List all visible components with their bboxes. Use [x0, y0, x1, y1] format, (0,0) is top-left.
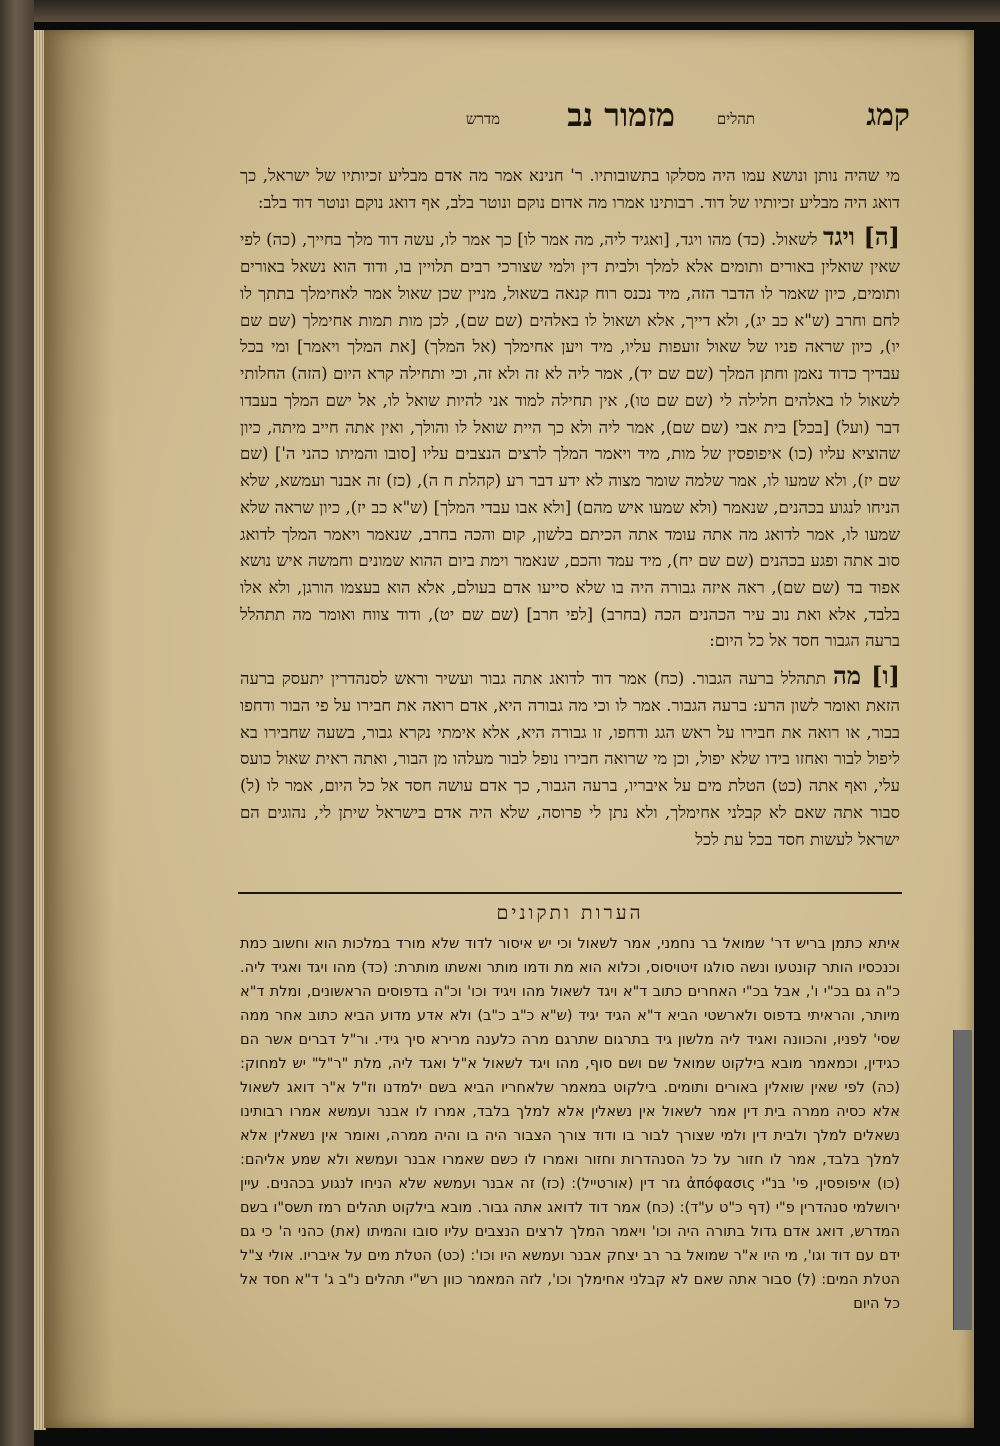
paragraph-lead: [ו] מה — [832, 661, 900, 691]
header-midrash: מדרש — [465, 110, 500, 128]
header-tehillim: תהלים — [716, 110, 755, 128]
notes-title: הערות ותקונים — [496, 902, 644, 924]
running-header — [230, 96, 910, 144]
book-cover-spine — [0, 0, 34, 1446]
paragraph-text: מי שהיה נותן ונושא עמו היה מסלקו בתשובותיו. ר' חנינא אמר מה אדם מבליע זכיותיו של ישראל, כך דואג היה מבליע זכיותיו של דוד. רבותינו אמרו מה אדום נוקם ונוטר בלב, אף דואג נוקם ונוטר דוד בלב: — [240, 166, 900, 212]
main-text — [240, 160, 900, 853]
scale-ruler — [953, 1030, 972, 1330]
notes-text — [240, 932, 900, 1316]
paragraph-2 — [240, 224, 900, 655]
book-cover-top — [0, 0, 1000, 22]
folio-number: קמג — [866, 98, 910, 133]
paragraph-lead: [ה] ויגד — [823, 222, 900, 252]
gutter-shadow — [44, 30, 114, 1428]
paragraph-text: תתהלל ברעה הגבור. (כח) אמר דוד לדואג אתה גבור ועשיר וראש לסנהדרין יתעסק ברעה הזאת ואומר לשון הרע: ברעה הגבור. אמר לו וכי מה גבורה היא, אדם רואה את חבירו על פי הבור ודחפו בבור, או רואה את חבירו על ראש הגג ודחפו, זו גבורה היא, אלא אימתי נקרא גבור, בשעה שחבירו בא ליפול לבור ואחזו בידו שלא יפול, וכן מי שרואה חבירו נופל לבור מעלהו מן הבור, ואתה ראית שאול כועס עלי, ואף אתה (כט) הטלת מים על איבריו, ברעה הגבור, כך אדם עושה חסד אל כל היום, אמר לו (ל) סבור אתה שאם לא קבלני אחימלך, ולא נתן לי פרוסה, שלא היה אדם בישראל שיתן לי, נהוגים הם ישראל לעשות חסד בכל עת לכל — [240, 669, 900, 849]
notes-paragraph: איתא כתמן בריש דר' שמואל בר נחמני, אמר לשאול וכי יש איסור לדוד שלא מורד במלכות הוא וחשוב כמת וכנכסיו הותר קונטעו ונשה סולגו זיטויסוס, וכלוא הוא מת ודמו מותר ואשתו מותרת: (כד) מהו ויגד ואגיד ליה. כ"ה גם בכ"י ו', אבל בכ"י האחרים כתוב ד"א ויגד לשאול מהו ויגיד וכו' וכ"ה בדפוסים הראשונים, ומלת ד"א מיותר, והראיתי בדפוס ולארשטי הביא ד"א הגיד יגיד (ש"א כ"ב כ"ב) ולא אדע מדוע הביא כתוב אחר ממה שסי' לפניו, והכוונה ואגיד ליה מלשון גיד בתרגום שתרגם מרה כלענה מרירא סיך גידי. ור"ל דברים אשר הם כגידין, וכמאמר מובא בילקוט שמואל שם ושם סוף, מהו ויגד לשאול א"ל ואגד ליה, מלת "ר"ל" יש למחוק: (כה) לפי שאין שואלין באורים ותומים. בילקוט במאמר שלאחריו הביא בשם ילמדנו וז"ל א"ר דואג לשאול אלא כסיה ממרה בית דין אמר לשאול אין נשאלין אלא למלך בלבד, אמרו לו אבנר ועמשא אמרו רבותינו נשאלים למלך ולבית דין ולמי שצורך לבור בו ודוד צורך הצבור היה בו והיה ממרה, ואומר אין נשאלין אלא למלך בלבד, אמר לו חזור על כל הסנהדרות וחזור ואמרו לו כשם שאמרו אבנר ועמשא ולא שמע אליהם: (כו) איפופסין, פי' בנ"י ἀπόφασις גזר דין (אורטייל): (כז) זה אבנר ועמשא שלא הניחו לנגוע בכהנים. עיין ירושלמי סנהדרין פ"י (דף כ"ט ע"ד): (כח) אמר דוד לדואג אתה גבור. מובא בילקוט תהלים רמז תשס"ו בשם המדרש, דואג אדם גדול בתורה היה וכו' ויאמר המלך לרצים הנצבים עליו סובו והמיתו (את) כהני ה' כי גם ידם עם דוד וגו', מי היו א"ר שמואל בר רב יצחק אבנר ועמשא היו וכו': (כט) הטלת מים על איבריו. אולי צ"ל הטלת המים: (ל) סבור אתה שאם לא קבלני אחימלך וכו', לזה המאמר כוון רש"י תהלים נ"ב ג' ד"א חסד אל כל היום — [240, 936, 900, 1312]
paragraph-text: לשאול. (כד) מהו ויגד, [ואגיד ליה, מה אמר לו] כך אמר לו, עשה דוד מלך בחייך, (כה) לפי שאין שואלין באורים ותומים אלא למלך ולבית דין ולמי שצורכי רבים תלויין בו, ודוד הוא נשאל באורים ותומים, כיון שאמר לו הדבר הזה, מיד נכנס רוח קנאה בשאול, מניין שכן שאול אמר לאחימלך בתתך לו לחם וחרב (ש"א כב יג), ולא דייך, אלא ושאול לו באלהים (שם שם), לכן מות תמות אחימלך (שם שם יו), כיון שראה פניו של שאול זועפות עליו, מיד ויען אחימלך (אל המלך) [את המלך ויאמר] ומי בכל עבדיך כדוד נאמן וחתן המלך (שם שם יד), אמר ליה לא זה ולא זה, וכי ותחילה קרא היום (הזה) החלותי לשאול לו באלהים חלילה לי (שם שם טו), אין תחילה למוד אני להיות שואל לו, אל ישם המלך בעבדו דבר (ועל) [בכל] בית אבי (שם שם), אמר ליה ולא כך היית שואל לו והולך, ואין אתה חייב מיתה, כיון שהוציא עליו (כו) איפופסין של מות, מיד ויאמר המלך לרצים הנצבים עליו [סובו והמיתו כהני ה'] (שם שם יז), ולא שמעו לו, אמר שלמה שומר מצוה לא ידע דבר רע (קהלת ח ה), (כז) זה אבנר ועמשא, שלא הניחו לנגוע בכהנים, שנאמר (ולא שמעו איש מהם) [ולא אבו עבדי המלך] (ש"א כב יז), כיון שראה שלא שמעו לו, אמר לדואג מה אתה עומד אתה הכיתם בלשון, קום והכה בחרב, שנאמר ויאמר המלך לדואג סוב אתה ופגע בכהנים (שם שם יח), מיד עמד והכם, שנאמר וימת ביום ההוא שמונים וחמשה איש נושא אפוד בד (שם שם), ראה איזה גבורה היה בו שלא סייעו אדם בעולם, אלא הוא בעצמו הורגן, ולא אלו בלבד, אלא ואת נוב עיר הכהנים הכה (בחרב) [לפי חרב] (שם שם יט), ודוד צווח ואומר מה תתהלל ברעה הגבור חסד אל כל היום: — [240, 230, 900, 651]
section-divider — [238, 892, 902, 894]
paragraph-3 — [240, 663, 900, 853]
header-mizmor: מזמור נב — [567, 96, 675, 134]
paragraph-1 — [240, 160, 900, 216]
